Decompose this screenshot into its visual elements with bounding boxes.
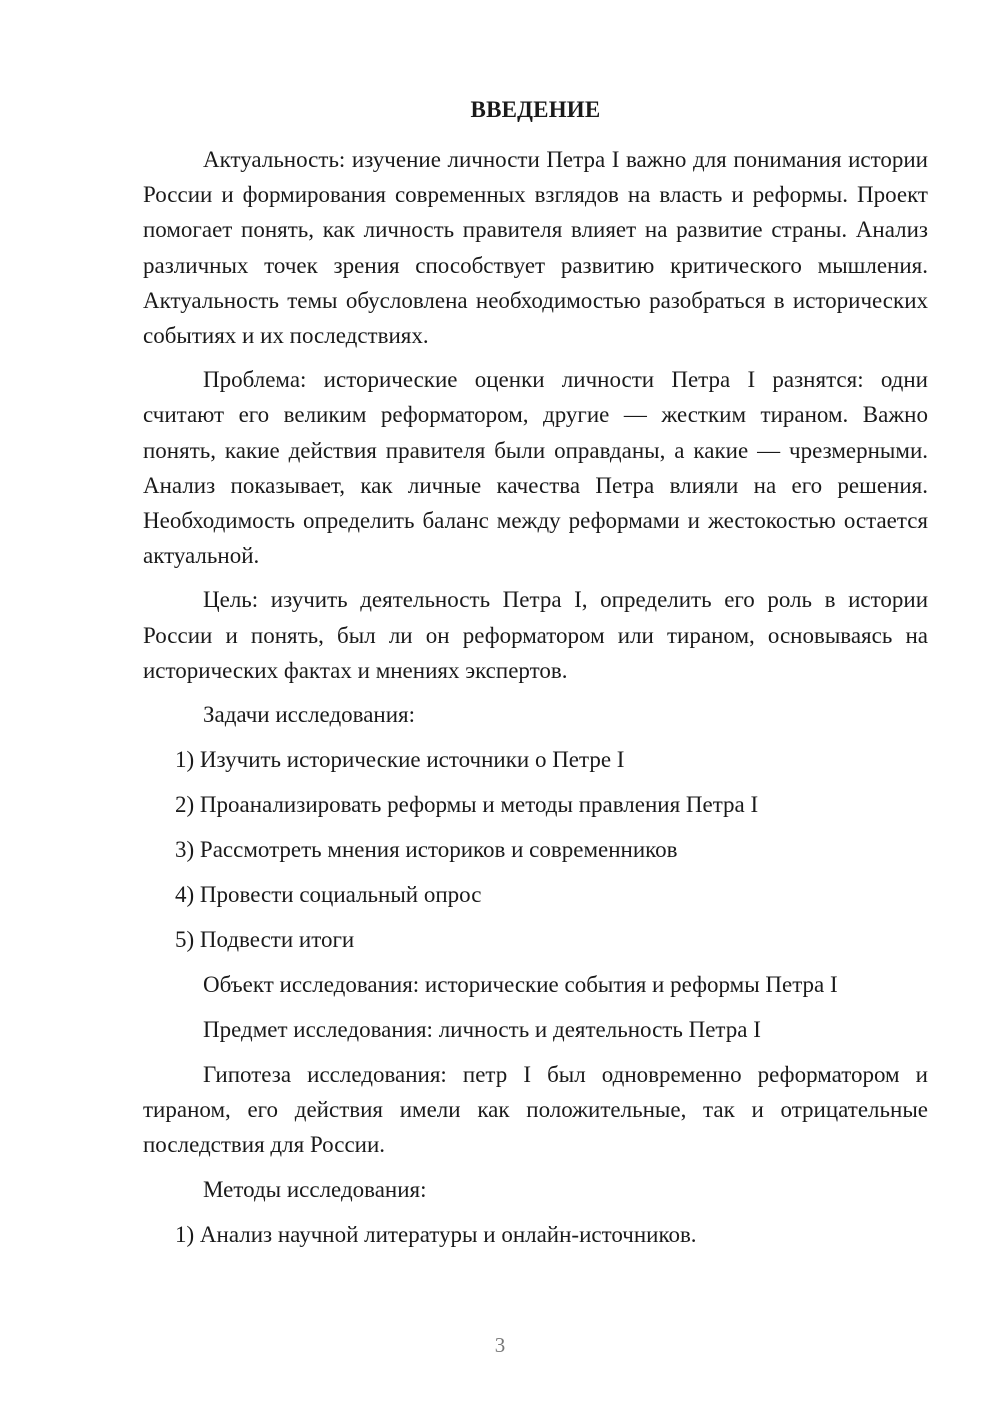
methods-list: [143, 1217, 928, 1252]
list-item: 2) Проанализировать реформы и методы правления Петра I: [175, 792, 759, 818]
methods-title: Методы исследования:: [203, 1176, 427, 1202]
problem-paragraph: Проблема: исторические оценки личности Петра I разнятся: одни считают его великим реформатором, другие — жестким тираном. Важно понять, какие действия правителя были оправданы, а какие — чрезмерными. Анализ показывает, как личные качества Петра влияли на его решения. Необходимость определить баланс между реформами и жестокостью остается актуальной.: [143, 367, 928, 569]
page-number: 3: [494, 1333, 506, 1357]
list-item: 1) Анализ научной литературы и онлайн-источников.: [175, 1221, 697, 1247]
subject-line: Предмет исследования: личность и деятельность Петра I: [203, 1017, 761, 1043]
relevance-paragraph: Актуальность: изучение личности Петра I важно для понимания истории России и формирования современных взглядов на власть и реформы. Проект помогает понять, как личность правителя влияет на развитие страны. Анализ различных точек зрения способствует развитию критического мышления. Актуальность темы обусловлена необходимостью разобраться в исторических событиях и их последствиях.: [143, 147, 928, 349]
object-line: Объект исследования: исторические события и реформы Петра I: [203, 972, 838, 998]
tasks-list: [143, 742, 928, 957]
goal-paragraph: Цель: изучить деятельность Петра I, определить его роль в истории России и понять, был ли он реформатором или тираном, основываясь на исторических фактах и мнениях экспертов.: [143, 587, 928, 683]
list-item: 3) Рассмотреть мнения историков и современников: [175, 837, 678, 863]
list-item: 4) Провести социальный опрос: [175, 882, 482, 908]
hypothesis-paragraph: Гипотеза исследования: петр I был одновременно реформатором и тираном, его действия имели как положительные, так и отрицательные последствия для России.: [143, 1062, 928, 1158]
section-heading: ВВЕДЕНИЕ: [470, 97, 601, 122]
document-page: [143, 92, 928, 1262]
tasks-title: Задачи исследования:: [203, 702, 416, 728]
list-item: 5) Подвести итоги: [175, 927, 355, 953]
list-item: 1) Изучить исторические источники о Петре I: [175, 747, 625, 773]
